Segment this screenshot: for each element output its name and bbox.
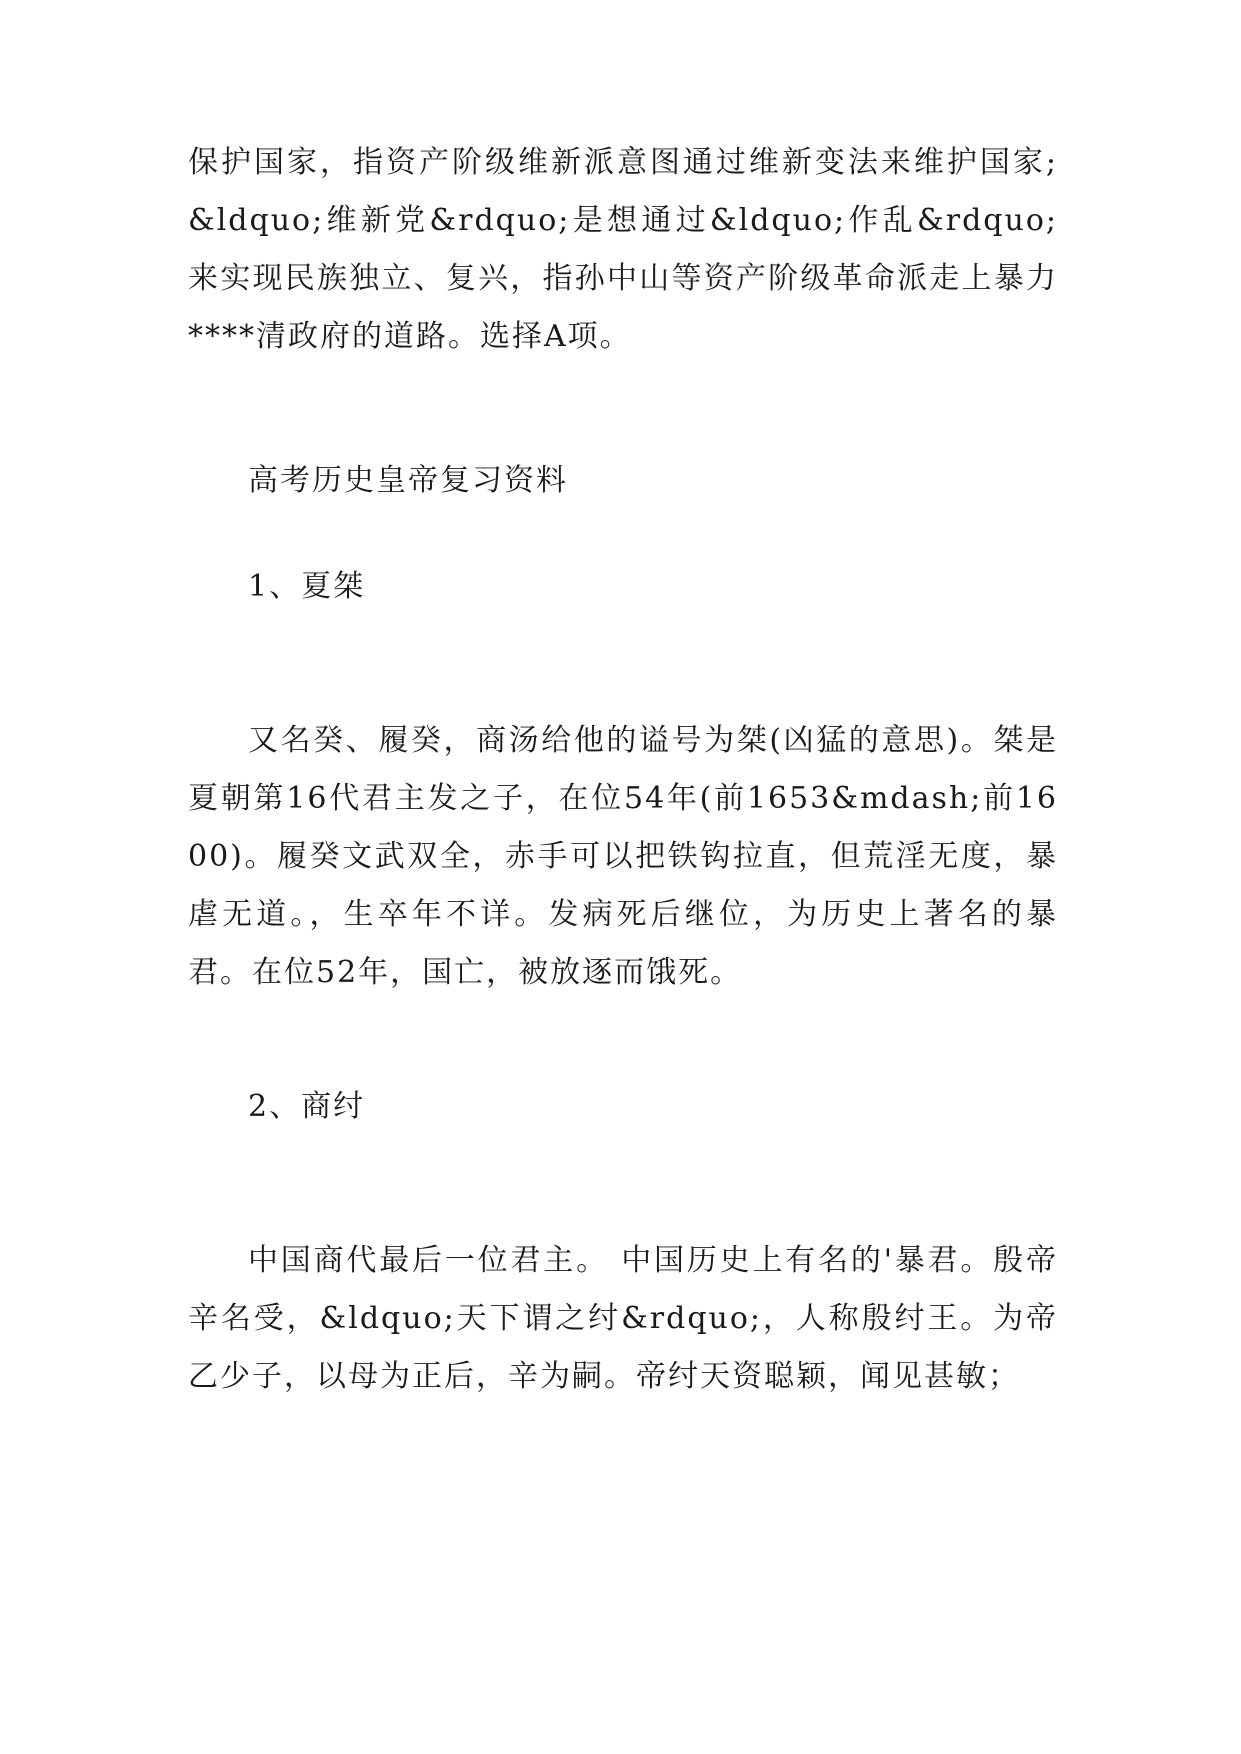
item2-title-block <box>188 1078 1058 1136</box>
item2-body: 中国商代最后一位君主。 中国历史上有名的'暴君。殷帝辛名受，&ldquo;天下谓之纣&rdquo;，人称殷纣王。为帝乙少子，以母为正后，辛为嗣。帝纣天资聪颖，闻见甚敏； <box>188 1243 1058 1394</box>
item2-title: 2、商纣 <box>248 1089 366 1124</box>
item1-body-block <box>188 712 1058 1002</box>
item1-body: 又名癸、履癸，商汤给他的谥号为桀(凶猛的意思)。桀是夏朝第16代君主发之子，在位54年(前1653&mdash;前1600)。履癸文武双全，赤手可以把铁钩拉直，但荒淫无度，暴虐无道。，生卒年不详。发病死后继位，为历史上著名的暴君。在位52年，国亡，被放逐而饿死。 <box>188 723 1058 990</box>
item2-body-block <box>188 1232 1058 1406</box>
item1-title-block <box>188 558 1058 616</box>
intro-paragraph-block <box>188 134 1058 366</box>
item1-title: 1、夏桀 <box>248 569 366 604</box>
heading-block <box>188 452 1058 510</box>
section-heading: 高考历史皇帝复习资料 <box>248 463 568 498</box>
intro-paragraph: 保护国家，指资产阶级维新派意图通过维新变法来维护国家;&ldquo;维新党&rdquo;是想通过&ldquo;作乱&rdquo;来实现民族独立、复兴，指孙中山等资产阶级革命派走上暴力****清政府的道路。选择A项。 <box>188 145 1058 354</box>
